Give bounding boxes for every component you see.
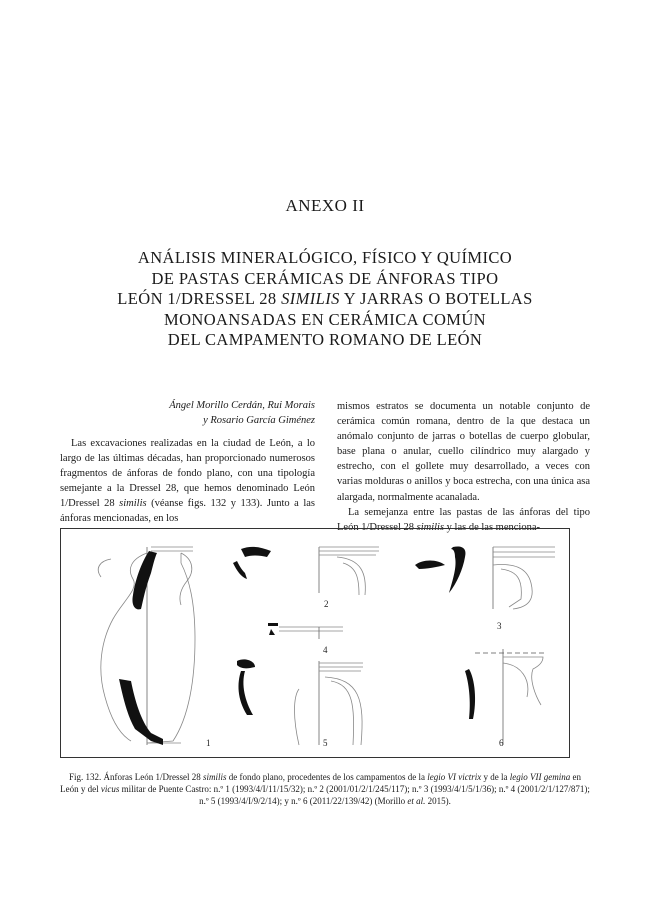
caption-part-4: en León y del	[60, 772, 581, 794]
title-line-3-end: Y JARRAS O BOTELLAS	[339, 289, 533, 308]
caption-emphasis-4: vicus	[100, 783, 120, 794]
left-column	[60, 436, 315, 527]
title-line-5: DEL CAMPAMENTO ROMANO DE LEÓN	[167, 330, 483, 349]
authors-line-2: y Rosario García Giménez	[203, 415, 315, 426]
caption-emphasis-5: et al.	[407, 795, 426, 806]
right-p2-text-a: La semejanza entre las pastas de las ánforas del tipo León 1/Dressel 28	[337, 506, 590, 533]
annex-heading: ANEXO II	[285, 196, 365, 215]
title-line-3-start: LEÓN 1/DRESSEL 28	[117, 289, 282, 308]
figure-caption	[60, 772, 590, 807]
title-line-1: ANÁLISIS MINERALÓGICO, FÍSICO Y QUÍMICO	[137, 248, 513, 267]
amphora-2-drawing	[319, 547, 379, 595]
figure-132-amphora-drawings	[60, 528, 570, 758]
title-emphasis-similis: SIMILIS	[281, 289, 340, 308]
article-title	[60, 248, 590, 351]
title-line-4: MONOANSADAS EN CERÁMICA COMÚN	[164, 309, 486, 329]
figure-label-5: 5	[323, 738, 328, 748]
authors-block	[60, 398, 315, 428]
caption-emphasis-1: similis	[203, 772, 227, 782]
section-fills	[119, 546, 475, 745]
amphora-5-drawing	[295, 661, 364, 745]
right-paragraph-1: mismos estratos se documenta un notable conjunto de cerámica común romana, dentro de la que destaca un anómalo conjunto de jarras o botellas de cuerpo globular, base plana o anular, cuello cilíndrico muy alargado y estrecho, con el gollete muy desarrollado, a veces con varias molduras o anillos y boca estrecha, con una única asa alargada, normalmente acanalada.	[337, 401, 590, 503]
caption-part-2: de fondo plano, procedentes de los campamentos de la	[226, 772, 428, 782]
amphora-3-drawing	[493, 547, 555, 609]
left-p1-text-a: Las excavaciones realizadas en la ciudad de León, a lo largo de las últimas décadas, han proporcionado numerosos fragmentos de ánforas de fondo plano, con una tipología semejante a la Dressel 28, que hemos denominado León 1/Dressel 28	[60, 438, 315, 510]
figure-label-1: 1	[206, 738, 211, 748]
figure-label-4: 4	[323, 645, 328, 655]
caption-part-3: y de la	[481, 772, 510, 782]
caption-emphasis-2: legio VI victrix	[427, 772, 482, 782]
title-line-2: DE PASTAS CERÁMICAS DE ÁNFORAS TIPO	[151, 268, 499, 288]
caption-emphasis-3: legio VII gemina	[509, 772, 571, 782]
figure-label-3: 3	[497, 621, 502, 631]
left-p1-text-b: (véanse figs. 132 y 133). Junto a las ánforas mencionadas, en los	[60, 498, 315, 525]
amphora-6-drawing	[475, 649, 545, 745]
figure-label-2: 2	[324, 599, 329, 609]
right-p2-text-b: y las de las menciona-	[444, 521, 540, 533]
amphora-profiles-drawing	[61, 529, 571, 759]
title-line-3	[60, 289, 590, 310]
caption-part-1: Fig. 132. Ánforas León 1/Dressel 28	[69, 772, 204, 782]
left-p1-emphasis: similis	[119, 498, 147, 510]
authors-line-1: Ángel Morillo Cerdán, Rui Morais	[169, 400, 315, 411]
right-column	[337, 399, 590, 535]
caption-part-6: 2015).	[425, 795, 451, 806]
amphora-4-drawing	[279, 627, 343, 639]
caption-part-5: militar de Puente Castro: n.º 1 (1993/4/I/11/15/32); n.º 2 (2001/01/2/1/245/117); n.º 3 (1993/4/1/5/1/36); n.º 4 (2001/2/1/127/871); n.º 5 (1993/4/I/9/2/14); y n.º 6 (2011/22/139/42) (Morillo	[119, 783, 590, 806]
right-p2-emphasis: similis	[416, 521, 445, 533]
left-paragraph-1	[60, 436, 315, 527]
figure-label-6: 6	[499, 738, 504, 748]
